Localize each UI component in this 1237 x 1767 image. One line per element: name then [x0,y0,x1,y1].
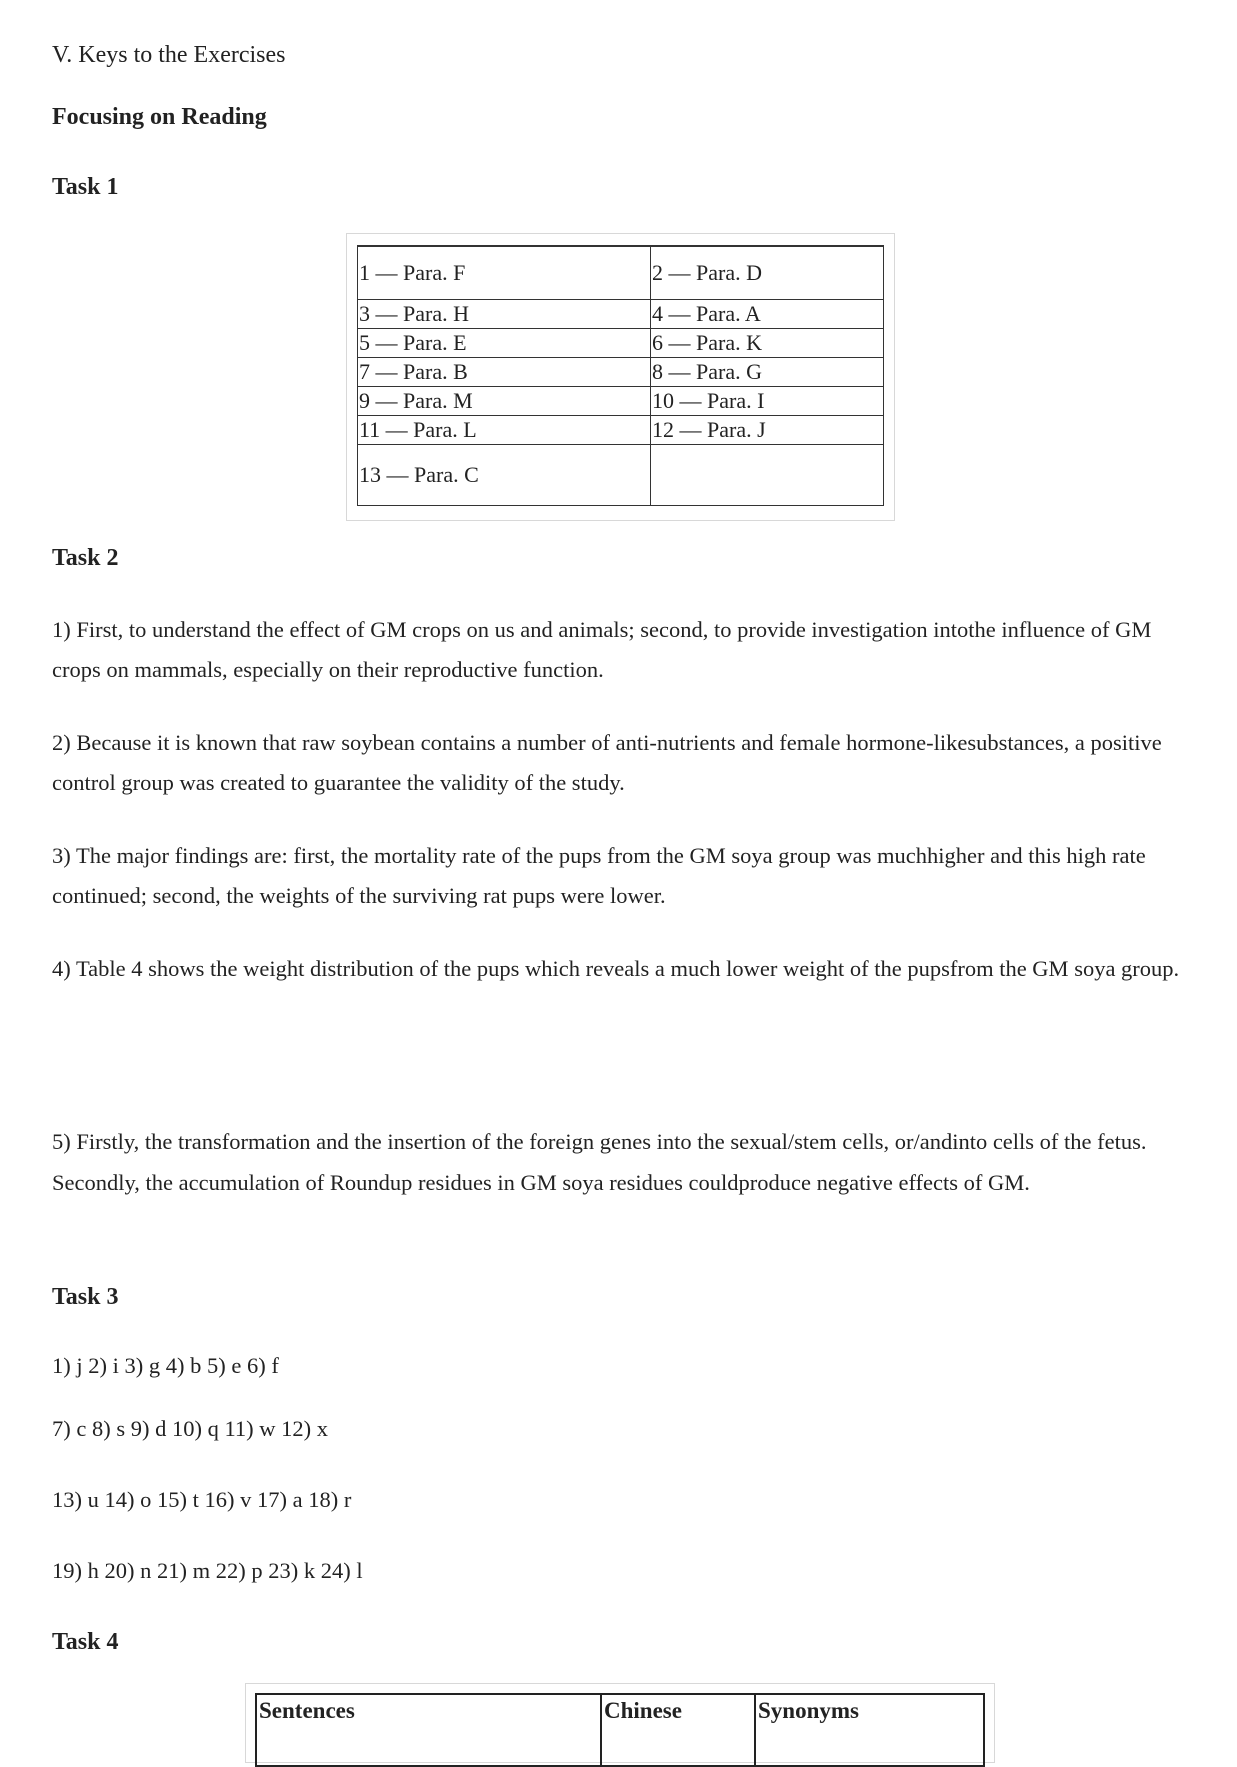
task1-heading: Task 1 [52,174,119,200]
task3-line-3: 13) u 14) o 15) t 16) v 17) a 18) r [52,1487,352,1512]
task2-answer-2: 2) Because it is known that raw soybean contains a number of anti-nutrients and female hormone-likesubstances, a positive control group was created to guarantee the validity of the study. [52,730,1162,795]
column-header-sentences: Sentences [256,1694,601,1766]
column-header-synonyms: Synonyms [755,1694,984,1766]
task3-line-4: 19) h 20) n 21) m 22) p 23) k 24) l [52,1558,363,1583]
table-row [358,387,884,416]
table-cell: 6 — Para. K [651,329,884,358]
subtitle: Focusing on Reading [52,104,267,130]
table-cell: 10 — Para. I [651,387,884,416]
table-row [358,358,884,387]
table-cell: 2 — Para. D [651,246,884,300]
task2-heading: Task 2 [52,545,119,571]
task3-line-1: 1) j 2) i 3) g 4) b 5) e 6) f [52,1353,279,1378]
task4-heading: Task 4 [52,1629,119,1655]
table-cell: 4 — Para. A [651,300,884,329]
table-cell: 8 — Para. G [651,358,884,387]
task3-line-2: 7) c 8) s 9) d 10) q 11) w 12) x [52,1416,328,1441]
task2-answer-3: 3) The major findings are: first, the mortality rate of the pups from the GM soya group was muchhigher and this high rate continued; second, the weights of the surviving rat pups were lower. [52,843,1146,908]
task2-answer-1: 1) First, to understand the effect of GM crops on us and animals; second, to provide investigation intothe influence of GM crops on mammals, especially on their reproductive function. [52,617,1152,682]
task2-answer-4: 4) Table 4 shows the weight distribution of the pups which reveals a much lower weight of the pupsfrom the GM soya group. [52,956,1180,981]
table-cell: 3 — Para. H [358,300,651,329]
task4-table [255,1693,985,1767]
table-row [358,416,884,445]
table-row [358,300,884,329]
table-header-row [256,1694,984,1766]
table-cell: 11 — Para. L [358,416,651,445]
table-cell: 12 — Para. J [651,416,884,445]
table-row [358,329,884,358]
table-cell: 7 — Para. B [358,358,651,387]
task1-table [357,245,884,506]
section-title: V. Keys to the Exercises [52,42,286,68]
table-cell: 9 — Para. M [358,387,651,416]
table-row [358,246,884,300]
column-header-chinese: Chinese [601,1694,755,1766]
table-row [358,445,884,506]
table-cell: 1 — Para. F [358,246,651,300]
task2-answer-5: 5) Firstly, the transformation and the insertion of the foreign genes into the sexual/stem cells, or/andinto cells of the fetus. Secondly, the accumulation of Roundup residues in GM soya residues couldproduce negative effects of GM. [52,1129,1147,1195]
table-cell: 13 — Para. C [358,445,651,506]
table-cell [651,445,884,506]
task3-heading: Task 3 [52,1284,119,1310]
table-cell: 5 — Para. E [358,329,651,358]
